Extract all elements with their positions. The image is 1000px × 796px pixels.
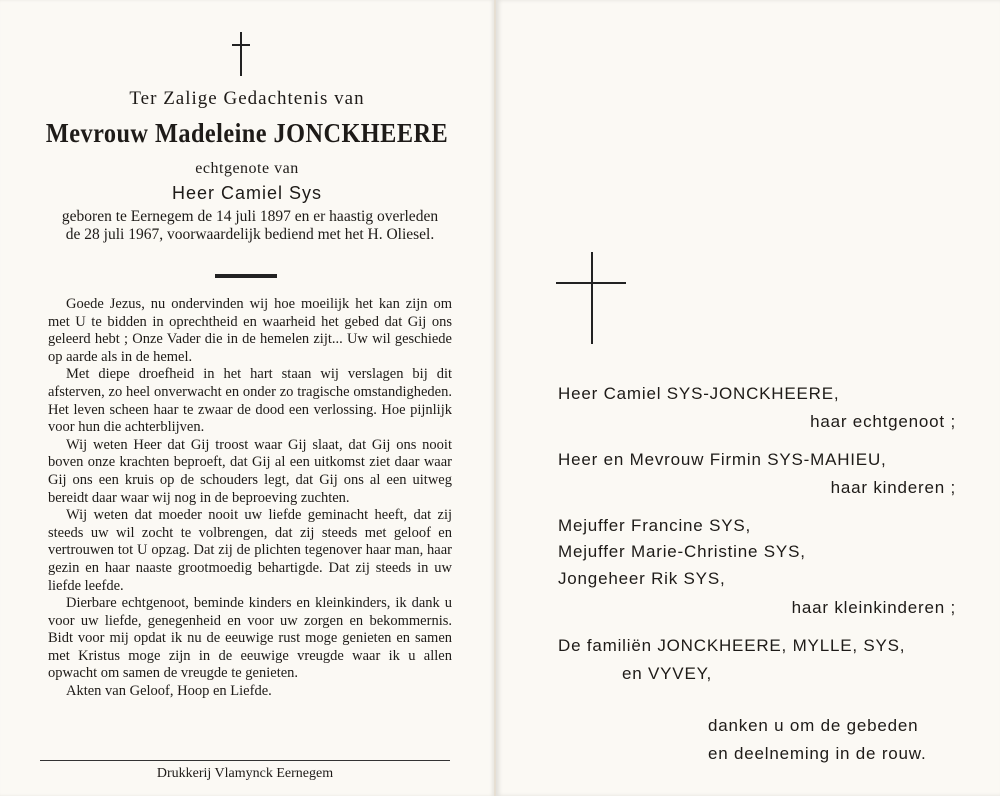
- thanks-line: danken u om de gebeden: [708, 716, 919, 735]
- cross-icon: [230, 32, 252, 76]
- mourner-line: Mejuffer Marie-Christine SYS,: [558, 542, 806, 561]
- mourner-line: Heer Camiel SYS-JONCKHEERE,: [558, 384, 840, 403]
- mourner-relation: haar kleinkinderen ;: [791, 598, 956, 617]
- mourner-line: en VYVEY,: [622, 664, 713, 683]
- divider-bar: [215, 274, 277, 278]
- memorial-card-right-page: [496, 0, 1000, 796]
- mourner-line: De familiën JONCKHEERE, MYLLE, SYS,: [558, 636, 906, 655]
- prayer-paragraph: Met diepe droefheid in het hart staan wij verslagen bij dit afsterven, zo heel onverwacht en onder zo tragische omstandigheden. Het leven scheen haar te zwaar de dood een verlossing. Hoe pijnlijk voor hun die achterblijven.: [48, 366, 452, 436]
- mourner-line: Jongeheer Rik SYS,: [558, 569, 726, 588]
- mourner-line: Heer en Mevrouw Firmin SYS-MAHIEU,: [558, 450, 887, 469]
- spouse-intro: echtgenote van: [195, 160, 299, 177]
- mourner-relation: haar echtgenoot ;: [810, 412, 956, 431]
- prayer-paragraph: Goede Jezus, nu ondervinden wij hoe moeilijk het kan zijn om met U te bidden in oprechtheid en waarheid het gebed dat Gij ons geleerd hebt ; Onze Vader die in de hemelen zijt... Uw wil geschiede op aarde als in de hemel.: [48, 296, 452, 365]
- printer-credit: Drukkerij Vlamynck Eernegem: [40, 760, 450, 782]
- spouse-name: Heer Camiel Sys: [171, 183, 323, 203]
- memorial-card-left-page: [0, 0, 494, 796]
- birth-death-text: geboren te Eernegem de 14 juli 1897 en er haastig overleden de 28 juli 1967, voorwaardelijk bediend met het H. Oliesel.: [61, 208, 439, 243]
- mourner-relation: haar kinderen ;: [830, 478, 956, 497]
- prayer-paragraph: Akten van Geloof, Hoop en Liefde.: [66, 683, 272, 700]
- prayer-text: [48, 296, 452, 701]
- cross-icon: [556, 252, 626, 344]
- prayer-paragraph: Wij weten Heer dat Gij troost waar Gij slaat, dat Gij ons nooit boven onze krachten beproeft, dat Gij al een uitkomst ziet daar waar Gij ons een kruis op de schouders legt, dat Gij ons al een uitweg bereidt daar waar wij nog in de beproeving zuchten.: [48, 436, 452, 506]
- deceased-name: Mevrouw Madeleine JONCKHEERE: [45, 118, 449, 148]
- memorial-heading: Ter Zalige Gedachtenis van: [129, 88, 365, 109]
- mourner-line: Mejuffer Francine SYS,: [558, 516, 752, 535]
- prayer-paragraph: Wij weten dat moeder nooit uw liefde geminacht heeft, dat zij steeds uw wil zocht te volbrengen, dat zij steeds met geloof en vertrouwen tot U opzag. Dat zij de plichten tegenover haar man, haar gezin en haar naaste grootmoedig behartigde. Dat zij steeds in uw liefde leefde.: [48, 507, 452, 594]
- thanks-line: en deelneming in de rouw.: [708, 744, 927, 763]
- prayer-paragraph: Dierbare echtgenoot, beminde kinders en kleinkinders, ik dank u voor uw liefde, genegenheid en voor uw zorgen en bekommernis. Bidt voor mij opdat ik nu de eeuwige rust moge genieten en samen met Kristus moge zijn in de eeuwige vreugde waar ik u allen opwacht om samen de vreugde te genieten.: [48, 595, 452, 682]
